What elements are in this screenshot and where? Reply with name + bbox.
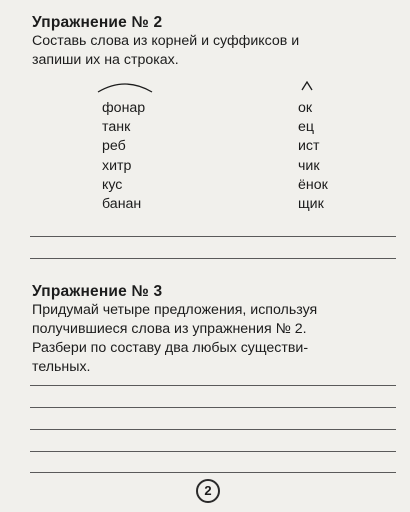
answer-line[interactable]: [30, 407, 396, 408]
suffix-word: чик: [298, 157, 320, 174]
suffix-symbol-icon: [300, 81, 314, 91]
suffix-word: ок: [298, 100, 313, 116]
exercise-3-task-line-1: Придумай четыре предложения, используя: [32, 302, 318, 318]
roots-column: [102, 99, 145, 214]
root-word: банан: [102, 196, 142, 213]
exercise-2-task-line-2: запиши их на строках.: [32, 52, 179, 68]
exercise-2-title: Упражнение № 2: [32, 14, 163, 31]
exercise-3-task-line-3: Разбери по составу два любых существи-: [32, 340, 309, 356]
answer-line[interactable]: [30, 451, 396, 452]
exercise-3-task: [32, 301, 396, 377]
root-word: фонар: [102, 100, 146, 116]
root-symbol-icon: [96, 79, 154, 93]
root-word: хитр: [102, 157, 132, 174]
exercise-3-title: Упражнение № 3: [32, 283, 163, 300]
suffix-word: ёнок: [298, 176, 328, 193]
root-word: танк: [102, 119, 131, 136]
exercise-2-task: [32, 32, 396, 70]
answer-line[interactable]: [30, 472, 396, 473]
page-number: 2: [196, 479, 220, 503]
root-word: реб: [102, 138, 126, 155]
suffix-word: ец: [298, 119, 315, 136]
answer-line[interactable]: [30, 236, 396, 237]
suffix-word: ист: [298, 138, 320, 155]
suffix-word: щик: [298, 196, 324, 213]
exercise-2-task-line-1: Составь слова из корней и суффиксов и: [32, 33, 300, 49]
suffixes-column: [298, 99, 328, 214]
exercise-3-task-line-4: тельных.: [32, 359, 91, 375]
answer-line[interactable]: [30, 258, 396, 259]
answer-line[interactable]: [30, 429, 396, 430]
exercise-3-task-line-2: получившиеся слова из упражнения № 2.: [32, 321, 307, 337]
answer-line[interactable]: [30, 385, 396, 386]
root-word: кус: [102, 176, 123, 193]
